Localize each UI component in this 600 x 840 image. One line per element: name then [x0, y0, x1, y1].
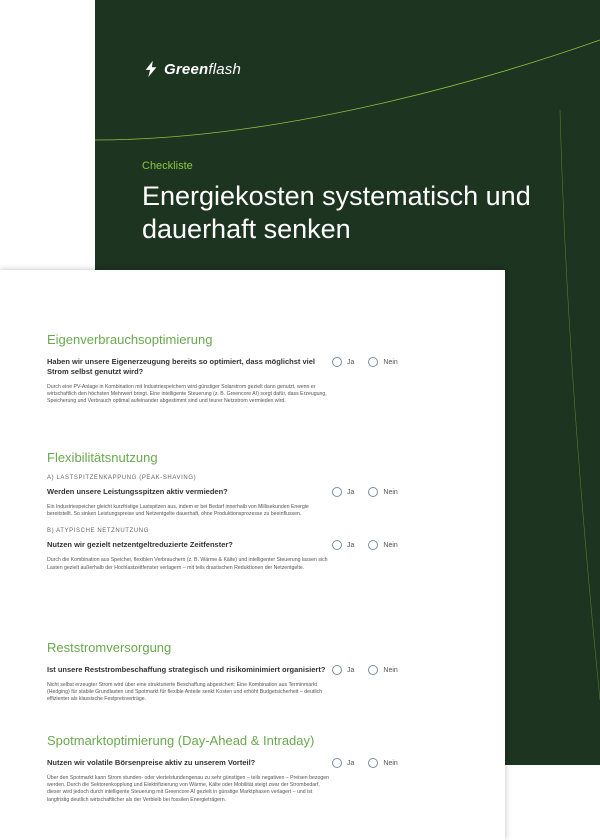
brand-name-bold: Green: [164, 60, 209, 78]
question-text: Nutzen wir gezielt netzentgeltreduzierte Zeitfenster?: [47, 540, 233, 550]
section-reststrom: [47, 640, 467, 704]
option-label: Nein: [383, 488, 398, 496]
question-text: Ist unsere Reststrombeschaffung strategisch und risikominimiert organisiert?: [47, 665, 326, 674]
option-label: Nein: [383, 541, 398, 549]
answer-options: [332, 540, 398, 550]
section-eigenverbrauch: [47, 332, 467, 406]
option-label: Ja: [347, 759, 355, 767]
subheading: B) ATYPISCHE NETZNUTZUNG: [47, 528, 149, 535]
radio-button[interactable]: [368, 665, 378, 675]
option-label: Nein: [383, 358, 398, 366]
option-yes[interactable]: [332, 540, 354, 550]
explanation-text: Über den Spotmarkt kann Strom stunden- oder viertelstundengenau zu sehr günstigen – teils negativen – Preisen bezogen werden. Durch die Sektorenkopplung und Elektrifizierung von Wärme, Kälte oder Mobilität steigt zwar der Strombedarf, dieser wird jedoch durch intelligente Steuerung mit Greencore AI gezielt in günstige Marktphasen verlagert – und ist langfristig deutlich wirtschaftlicher als der Verbleib bei fossilen Energieträgern.: [47, 775, 330, 803]
section-title: Reststromversorgung: [47, 640, 172, 655]
option-no[interactable]: [368, 540, 397, 550]
option-no[interactable]: [368, 357, 397, 367]
radio-button[interactable]: [332, 487, 342, 497]
option-label: Ja: [347, 358, 355, 366]
option-no[interactable]: [368, 758, 397, 768]
section-flexibilitaet: [47, 450, 467, 572]
question-text: Nutzen wir volatile Börsenpreise aktiv zu unserem Vorteil?: [47, 758, 256, 767]
question-row: [47, 487, 467, 497]
option-no[interactable]: [368, 665, 397, 675]
question-row: [47, 357, 467, 377]
radio-button[interactable]: [332, 357, 342, 367]
brand-logo: [142, 60, 241, 78]
subheading: A) LASTSPITZENKAPPUNG (PEAK-SHAVING): [47, 475, 197, 481]
question-text: Haben wir unsere Eigenerzeugung bereits so optimiert, dass möglichst viel Strom selbst genutzt wird?: [47, 357, 315, 376]
option-label: Nein: [383, 759, 398, 767]
option-yes[interactable]: [332, 357, 354, 367]
option-no[interactable]: [368, 487, 397, 497]
section-title: Spotmarktoptimierung (Day-Ahead & Intraday): [47, 733, 315, 748]
option-yes[interactable]: [332, 758, 354, 768]
radio-button[interactable]: [368, 357, 378, 367]
explanation-text: Durch die Kombination aus Speicher, flexiblen Verbrauchern (z. B. Wärme & Kälte) und intelligenter Steuerung lassen sich Lasten gezielt außerhalb der Hochlastzeitfenster verlagern – mit teils drastischen Reduktionen der Netzentgelte.: [47, 557, 328, 571]
option-label: Ja: [347, 666, 355, 674]
answer-options: [332, 758, 398, 768]
question-row: [47, 540, 467, 550]
radio-button[interactable]: [368, 540, 378, 550]
explanation-text: Ein Industriespeicher gleicht kurzfristige Lastspitzen aus, indem er bei Bedarf innerhalb von Millisekunden Energie bereitstellt. So sinken Leistungspreise und Netzentgelte dauerhaft, ohne Produktionsprozesse zu beeinflussen.: [47, 504, 309, 518]
answer-options: [332, 487, 398, 497]
bolt-logo-icon: [142, 60, 160, 78]
brand-name-light: flash: [208, 60, 242, 78]
section-title: Eigenverbrauchsoptimierung: [47, 332, 213, 347]
checklist-page: [0, 270, 505, 840]
radio-button[interactable]: [332, 665, 342, 675]
cover-title: Energiekosten systematisch und dauerhaft senken: [142, 181, 531, 244]
cover-eyebrow: Checkliste: [142, 160, 193, 172]
answer-options: [332, 357, 398, 367]
option-label: Ja: [347, 488, 355, 496]
option-label: Ja: [347, 541, 355, 549]
question-text: Werden unsere Leistungsspitzen aktiv vermieden?: [47, 487, 228, 496]
explanation-text: Durch eine PV-Anlage in Kombination mit Industriespeichern wird günstiger Solarstrom gezielt dann genutzt, wenn er wirtschaftlich den höchsten Mehrwert bringt. Eine intelligente Steuerung (z. B. Greencore AI) sorgt dafür, dass Erzeugung, Speicherung und Verbrauch optimal aufeinander abgestimmt sind und teurer Netzstrom vermieden wird.: [47, 384, 327, 405]
question-row: [47, 665, 467, 675]
question-row: [47, 758, 467, 768]
section-spotmarkt: [47, 733, 467, 804]
section-title: Flexibilitätsnutzung: [47, 450, 158, 465]
option-label: Nein: [383, 666, 398, 674]
option-yes[interactable]: [332, 665, 354, 675]
radio-button[interactable]: [332, 758, 342, 768]
radio-button[interactable]: [368, 758, 378, 768]
option-yes[interactable]: [332, 487, 354, 497]
answer-options: [332, 665, 398, 675]
explanation-text: Nicht selbst erzeugter Strom wird über eine strukturierte Beschaffung abgesichert: Eine Kombination aus Terminmarkt (Hedging) für stabile Grundlasten und Spotmarkt für flexible Anteile senkt Kosten und erhöht Budgetsicherheit – deutlich effizienter als klassische Festpreisverträge.: [47, 682, 323, 703]
radio-button[interactable]: [368, 487, 378, 497]
radio-button[interactable]: [332, 540, 342, 550]
